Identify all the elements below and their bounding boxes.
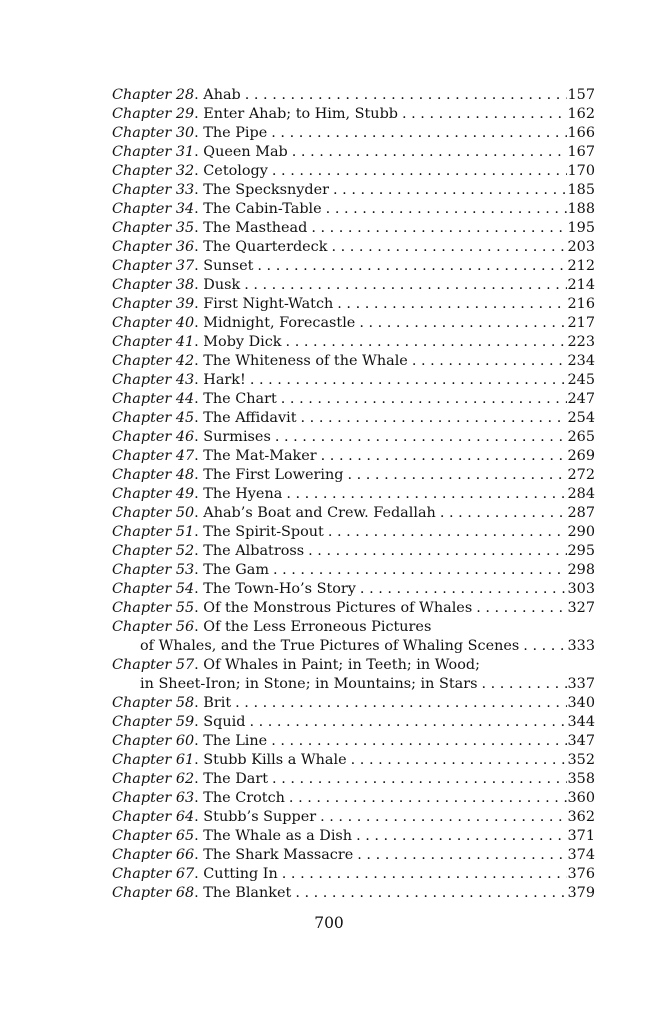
page-ref: 344 [567, 714, 595, 730]
toc-entry [112, 485, 595, 504]
toc-entry [112, 542, 595, 561]
chapter-title: The Masthead [203, 220, 308, 236]
dot-leader [295, 884, 566, 903]
page-ref: 234 [567, 353, 595, 369]
chapter-title-continuation: of Whales, and the True Pictures of Whaling Scenes [140, 638, 520, 654]
chapter-title: Ahab [203, 87, 241, 103]
separator: . [194, 695, 204, 711]
chapter-title: The Whiteness of the Whale [203, 353, 408, 369]
toc-entry [112, 352, 595, 371]
toc-entry [112, 428, 595, 447]
chapter-number: Chapter 61 [112, 752, 195, 768]
chapter-number: Chapter 32 [112, 163, 195, 179]
page-ref: 362 [567, 809, 595, 825]
dot-leader [282, 865, 567, 884]
dot-leader [326, 200, 567, 219]
chapter-number: Chapter 60 [112, 733, 195, 749]
separator: . [194, 467, 204, 483]
chapter-title: The Line [203, 733, 268, 749]
chapter-title: The Mat-Maker [203, 448, 317, 464]
separator: . [194, 771, 204, 787]
toc-entry [112, 561, 595, 580]
chapter-title: Stubb Kills a Whale [203, 752, 347, 768]
toc-entry [112, 751, 595, 770]
dot-leader [273, 561, 567, 580]
separator: . [194, 847, 204, 863]
chapter-title: Squid [203, 714, 246, 730]
page-ref: 327 [567, 600, 595, 616]
chapter-number: Chapter 53 [112, 562, 195, 578]
chapter-title: The Whale as a Dish [203, 828, 353, 844]
page-ref: 265 [567, 429, 595, 445]
chapter-title: The Specksnyder [203, 182, 330, 198]
chapter-number: Chapter 35 [112, 220, 195, 236]
page-ref: 167 [567, 144, 595, 160]
chapter-number: Chapter 46 [112, 429, 195, 445]
page-ref: 195 [567, 220, 595, 236]
chapter-title: The Town-Ho’s Story [203, 581, 356, 597]
chapter-title: The Gam [203, 562, 269, 578]
dot-leader [412, 352, 567, 371]
chapter-number: Chapter 67 [112, 866, 195, 882]
dot-leader [360, 580, 567, 599]
toc-entry-continuation [112, 675, 595, 694]
separator: . [194, 144, 204, 160]
chapter-number: Chapter 38 [112, 277, 195, 293]
toc-entry [112, 390, 595, 409]
toc-entry [112, 466, 595, 485]
chapter-number: Chapter 39 [112, 296, 195, 312]
separator: . [194, 277, 204, 293]
page-ref: 212 [567, 258, 595, 274]
separator: . [194, 163, 204, 179]
chapter-title: The Crotch [203, 790, 285, 806]
dot-leader [272, 770, 566, 789]
dot-leader [351, 751, 567, 770]
page-ref: 298 [567, 562, 595, 578]
chapter-number: Chapter 40 [112, 315, 195, 331]
chapter-number: Chapter 52 [112, 543, 195, 559]
separator: . [194, 752, 204, 768]
chapter-title: Of the Monstrous Pictures of Whales [203, 600, 473, 616]
separator: . [194, 733, 204, 749]
separator: . [194, 239, 204, 255]
dot-leader [440, 504, 567, 523]
chapter-number: Chapter 41 [112, 334, 195, 350]
toc-entry [112, 257, 595, 276]
separator: . [194, 809, 204, 825]
page-ref: 340 [567, 695, 595, 711]
page-ref: 337 [567, 676, 595, 692]
dot-leader [328, 523, 567, 542]
chapter-number: Chapter 57 [112, 657, 195, 673]
page-ref: 223 [567, 334, 595, 350]
toc-entry [112, 599, 595, 618]
chapter-title: Cetology [203, 163, 268, 179]
chapter-number: Chapter 48 [112, 467, 195, 483]
page-ref: 358 [567, 771, 595, 787]
chapter-number: Chapter 31 [112, 144, 195, 160]
separator: . [194, 828, 204, 844]
toc-entry [112, 732, 595, 751]
dot-leader [286, 333, 567, 352]
separator: . [194, 315, 204, 331]
separator: . [194, 87, 204, 103]
dot-leader [308, 542, 566, 561]
toc-entry [112, 238, 595, 257]
toc-entry [112, 200, 595, 219]
toc-entry [112, 219, 595, 238]
page-ref: 333 [567, 638, 595, 654]
page-ref: 379 [567, 885, 595, 901]
chapter-title: Stubb’s Supper [203, 809, 317, 825]
chapter-number: Chapter 59 [112, 714, 195, 730]
toc-entry [112, 447, 595, 466]
toc-entry [112, 333, 595, 352]
separator: . [194, 182, 204, 198]
chapter-number: Chapter 28 [112, 87, 195, 103]
page-ref: 290 [567, 524, 595, 540]
dot-leader [245, 86, 567, 105]
chapter-number: Chapter 65 [112, 828, 195, 844]
dot-leader [244, 276, 566, 295]
dot-leader [250, 371, 567, 390]
separator: . [194, 866, 204, 882]
separator: . [194, 334, 204, 350]
chapter-number: Chapter 56 [112, 619, 195, 635]
toc-entry [112, 618, 595, 637]
chapter-title: Brit [203, 695, 232, 711]
separator: . [194, 600, 204, 616]
dot-leader [359, 314, 566, 333]
dot-leader [337, 295, 566, 314]
page-ref: 272 [567, 467, 595, 483]
chapter-title: The Hyena [203, 486, 283, 502]
toc-entry [112, 371, 595, 390]
toc-entry [112, 713, 595, 732]
page-ref: 214 [567, 277, 595, 293]
separator: . [194, 125, 204, 141]
chapter-title: Of Whales in Paint; in Teeth; in Wood; [203, 657, 480, 673]
chapter-number: Chapter 64 [112, 809, 195, 825]
page-ref: 162 [567, 106, 595, 122]
chapter-title: Hark! [203, 372, 246, 388]
page-ref: 170 [567, 163, 595, 179]
separator: . [194, 714, 204, 730]
toc-entry [112, 143, 595, 162]
chapter-title: Moby Dick [203, 334, 282, 350]
dot-leader [286, 485, 566, 504]
chapter-number: Chapter 58 [112, 695, 195, 711]
page-ref: 166 [567, 125, 595, 141]
dot-leader [235, 694, 566, 713]
chapter-title: Sunset [203, 258, 254, 274]
chapter-title: The Chart [203, 391, 277, 407]
separator: . [194, 201, 204, 217]
page-ref: 303 [567, 581, 595, 597]
page-ref: 247 [567, 391, 595, 407]
page-ref: 287 [567, 505, 595, 521]
toc-entry [112, 789, 595, 808]
dot-leader [275, 428, 567, 447]
chapter-number: Chapter 49 [112, 486, 195, 502]
page-ref: 347 [567, 733, 595, 749]
toc-entry [112, 656, 595, 675]
chapter-number: Chapter 36 [112, 239, 195, 255]
dot-leader [292, 143, 567, 162]
toc-entry [112, 276, 595, 295]
chapter-title-continuation: in Sheet-Iron; in Stone; in Mountains; in Stars [140, 676, 478, 692]
toc-entry [112, 124, 595, 143]
separator: . [194, 524, 204, 540]
chapter-number: Chapter 51 [112, 524, 195, 540]
separator: . [194, 372, 204, 388]
chapter-title: The Spirit-Spout [203, 524, 324, 540]
chapter-title: The Shark Massacre [203, 847, 354, 863]
chapter-number: Chapter 34 [112, 201, 195, 217]
toc-entry [112, 770, 595, 789]
separator: . [194, 220, 204, 236]
chapter-number: Chapter 42 [112, 353, 195, 369]
chapter-title: The Cabin-Table [203, 201, 322, 217]
page-ref: 360 [567, 790, 595, 806]
toc-entry [112, 162, 595, 181]
toc-entry [112, 884, 595, 903]
toc-entry [112, 181, 595, 200]
chapter-number: Chapter 66 [112, 847, 195, 863]
toc-entry [112, 409, 595, 428]
separator: . [194, 562, 204, 578]
chapter-title: The Quarterdeck [203, 239, 328, 255]
chapter-title: The Blanket [203, 885, 292, 901]
dot-leader [271, 732, 566, 751]
toc-entry [112, 523, 595, 542]
page-ref: 376 [567, 866, 595, 882]
separator: . [194, 543, 204, 559]
page-ref: 217 [567, 315, 595, 331]
chapter-number: Chapter 47 [112, 448, 195, 464]
chapter-number: Chapter 29 [112, 106, 195, 122]
chapter-number: Chapter 63 [112, 790, 195, 806]
separator: . [194, 429, 204, 445]
separator: . [194, 353, 204, 369]
chapter-title: The Affidavit [203, 410, 297, 426]
dot-leader [271, 124, 566, 143]
chapter-title: The Pipe [203, 125, 268, 141]
page-ref: 269 [567, 448, 595, 464]
chapter-title: Surmises [203, 429, 271, 445]
dot-leader [320, 808, 566, 827]
separator: . [194, 106, 204, 122]
chapter-number: Chapter 55 [112, 600, 195, 616]
dot-leader [356, 827, 566, 846]
page-ref: 245 [567, 372, 595, 388]
page-ref: 157 [567, 87, 595, 103]
chapter-title: The First Lowering [203, 467, 344, 483]
toc-entry [112, 105, 595, 124]
chapter-number: Chapter 62 [112, 771, 195, 787]
chapter-title: Of the Less Erroneous Pictures [203, 619, 432, 635]
dot-leader [281, 390, 567, 409]
dot-leader [347, 466, 566, 485]
chapter-number: Chapter 50 [112, 505, 195, 521]
chapter-title: The Dart [203, 771, 269, 787]
chapter-number: Chapter 30 [112, 125, 195, 141]
chapter-title: Queen Mab [203, 144, 288, 160]
page-ref: 216 [567, 296, 595, 312]
separator: . [194, 448, 204, 464]
dot-leader [321, 447, 567, 466]
page-ref: 284 [567, 486, 595, 502]
chapter-number: Chapter 43 [112, 372, 195, 388]
page-ref: 203 [567, 239, 595, 255]
dot-leader [272, 162, 567, 181]
chapter-title: Midnight, Forecastle [203, 315, 356, 331]
page-ref: 185 [567, 182, 595, 198]
toc-entry [112, 86, 595, 105]
chapter-number: Chapter 45 [112, 410, 195, 426]
chapter-title: Cutting In [203, 866, 278, 882]
dot-leader [311, 219, 566, 238]
chapter-title: Enter Ahab; to Him, Stubb [203, 106, 398, 122]
separator: . [194, 486, 204, 502]
toc-entry [112, 846, 595, 865]
separator: . [194, 790, 204, 806]
dot-leader [249, 713, 566, 732]
toc-entry [112, 694, 595, 713]
separator: . [194, 258, 204, 274]
toc-entry [112, 808, 595, 827]
separator: . [194, 505, 204, 521]
toc-entry [112, 295, 595, 314]
separator: . [194, 619, 204, 635]
separator: . [194, 410, 204, 426]
toc-entry [112, 314, 595, 333]
separator: . [194, 885, 204, 901]
dot-leader [289, 789, 567, 808]
separator: . [194, 391, 204, 407]
chapter-title: Dusk [203, 277, 241, 293]
separator: . [194, 296, 204, 312]
dot-leader [523, 637, 566, 656]
dot-leader [301, 409, 567, 428]
separator: . [194, 657, 204, 673]
dot-leader [257, 257, 566, 276]
chapter-title: Ahab’s Boat and Crew. Fedallah [203, 505, 436, 521]
toc-entry [112, 504, 595, 523]
dot-leader [476, 599, 566, 618]
toc-entry [112, 827, 595, 846]
toc-entry [112, 580, 595, 599]
page-ref: 371 [567, 828, 595, 844]
dot-leader [357, 846, 566, 865]
dot-leader [331, 238, 566, 257]
chapter-title: The Albatross [203, 543, 305, 559]
page-ref: 295 [567, 543, 595, 559]
chapter-number: Chapter 44 [112, 391, 195, 407]
dot-leader [402, 105, 567, 124]
chapter-number: Chapter 54 [112, 581, 195, 597]
toc-entry-continuation [112, 637, 595, 656]
table-of-contents [112, 86, 595, 903]
page-ref: 352 [567, 752, 595, 768]
dot-leader [481, 675, 566, 694]
page-ref: 374 [567, 847, 595, 863]
chapter-number: Chapter 68 [112, 885, 195, 901]
chapter-number: Chapter 37 [112, 258, 195, 274]
dot-leader [333, 181, 567, 200]
toc-entry [112, 865, 595, 884]
page-ref: 254 [567, 410, 595, 426]
chapter-title: First Night-Watch [203, 296, 334, 312]
page-ref: 188 [567, 201, 595, 217]
page-number: 700 [314, 914, 344, 932]
chapter-number: Chapter 33 [112, 182, 195, 198]
separator: . [194, 581, 204, 597]
